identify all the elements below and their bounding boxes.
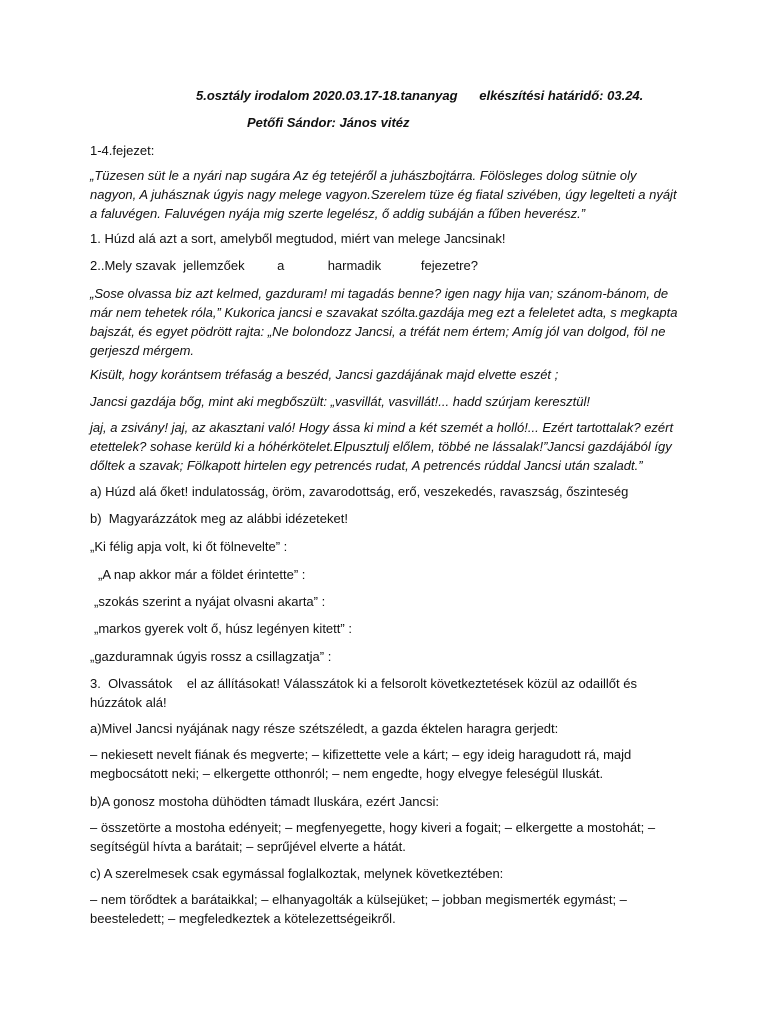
quote-item: „Ki félig apja volt, ki őt fölnevelte” :	[90, 539, 288, 554]
task-3a: a)Mivel Jancsi nyájának nagy része szétszéledt, a gazda éktelen haragra gerjedt:	[90, 721, 559, 736]
quote-paragraph-4: Jancsi gazdája bőg, mint aki megbőszült: „vasvillát, vasvillát!... hadd szúrjam keresztül!	[90, 394, 590, 409]
quote-paragraph-3: Kisült, hogy korántsem tréfaság a beszéd, Jancsi gazdájának majd elvette eszét ;	[90, 367, 559, 382]
page-subtitle: Petőfi Sándor: János vitéz	[247, 115, 410, 130]
quote-item: „gazduramnak úgyis rossz a csillagzatja” :	[90, 649, 332, 664]
quote-paragraph-5: jaj, a zsivány! jaj, az akasztani való! Hogy ássa ki mind a két szemét a holló!... Ezért tartottalak? ezért etettelek? sohase kerüld ki a hóhérkötelet.Elpusztulj előlem, többé ne lássalak!”Jancsi gazdájából így dőltek a szavak; Fölkapott hirtelen egy petrencés rudat, A petrencés rúddal Jancsi után szaladt.”	[90, 420, 674, 473]
task-3b: b)A gonosz mostoha dühödten támadt Iluskára, ezért Jancsi:	[90, 794, 440, 809]
quote-item: „markos gyerek volt ő, húsz legényen kitett” :	[94, 621, 352, 636]
task-3: 3. Olvassátok el az állításokat! Válasszátok ki a felsorolt következtetések közül az odaillőt és húzzátok alá!	[90, 676, 641, 710]
quote-paragraph-2: „Sose olvassa biz azt kelmed, gazduram! mi tagadás benne? igen nagy hija van; szánom-bánom, de már nem tehetek róla,” Kukorica jancsi e szavakat szólta.gazdája meg ezt a feleletet adta, s megkapta bajszát, és egyet pödrött rajta: „Ne bolondozz Jancsi, a tréfát nem értem; Amíg jól van dolgod, föl ne gerjeszd mérgem.	[90, 286, 678, 358]
task-2: 2..Mely szavak jellemzőek a harmadik fejezetre?	[90, 258, 478, 273]
task-b: b) Magyarázzátok meg az alábbi idézeteket!	[90, 511, 348, 526]
task-1: 1. Húzd alá azt a sort, amelyből megtudod, miért van melege Jancsinak!	[90, 231, 506, 246]
section-heading: 1-4.fejezet:	[90, 143, 155, 158]
task-a: a) Húzd alá őket! indulatosság, öröm, zavarodottság, erő, veszekedés, ravaszság, őszinteség	[90, 484, 629, 499]
task-3b-options: – összetörte a mostoha edényeit; – megfenyegette, hogy kiveri a fogait; – elkergette a mostohát; – segítségül hívta a barátait; – seprűjével elverte a hátát.	[90, 820, 656, 854]
task-3a-options: – nekiesett nevelt fiának és megverte; – kifizettette vele a kárt; – egy ideig haragudott rá, majd megbocsátott neki; – elkergette otthonról; – nem engedte, hogy elvegye feleségül Iluskát.	[90, 747, 632, 781]
page-title: 5.osztály irodalom 2020.03.17-18.tananyag elkészítési határidő: 03.24.	[196, 88, 644, 103]
quote-paragraph-1: „Tüzesen süt le a nyári nap sugára Az ég tetejéről a juhászbojtárra. Fölösleges dolog sütnie oly nagyon, A juhásznak úgyis nagy melege vagyon.Szerelem tüze ég fiatal szivében, úgy legelteti a nyájt a faluvégen. Faluvégen nyája mig szerte legelész, ő addig subáján a fűben heverész.”	[90, 168, 677, 221]
quote-item: „A nap akkor már a földet érintette” :	[98, 567, 306, 582]
task-3c-options: – nem törődtek a barátaikkal; – elhanyagolták a külsejüket; – jobban megismerték egymást; – beesteledett; – megfeledkeztek a kötelezettségeikről.	[90, 892, 627, 926]
quote-item: „szokás szerint a nyájat olvasni akarta” :	[94, 594, 326, 609]
task-3c: c) A szerelmesek csak egymással foglalkoztak, melynek következtében:	[90, 866, 504, 881]
